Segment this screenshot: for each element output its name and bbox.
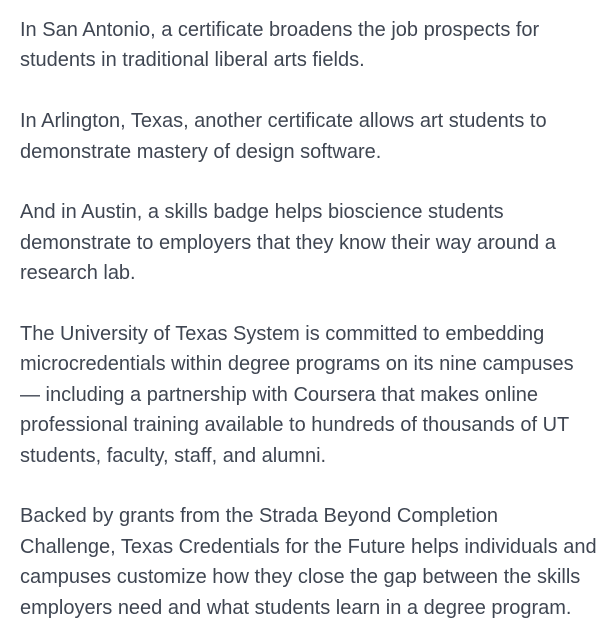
text-line: In Arlington, Texas, another certificate allows art students to [20,110,547,133]
text-line: In San Antonio, a certificate broadens the job prospects for [20,19,540,41]
paragraph-strada [20,501,607,623]
text-line: professional training available to hundreds of thousands of UT [20,414,570,437]
text-line: demonstrate to employers that they know their way around a [20,231,556,254]
text-line: employers need and what students learn in a degree program. [20,596,572,619]
text-line: campuses customize how they close the gap between the skills [20,566,581,589]
text-line: — including a partnership with Coursera that makes online [20,383,539,406]
text-line: Backed by grants from the Strada Beyond Completion [20,505,499,528]
text-line: students in traditional liberal arts fields. [20,49,365,72]
paragraph-ut-system [20,319,607,471]
paragraph-san-antonio [20,15,607,76]
paragraph-austin [20,197,607,288]
text-line: And in Austin, a skills badge helps bioscience students [20,201,504,224]
text-line: research lab. [20,262,136,285]
paragraph-arlington [20,106,607,167]
text-line: microcredentials within degree programs on its nine campuses [20,353,574,376]
text-line: The University of Texas System is committed to embedding [20,323,545,346]
text-line: demonstrate mastery of design software. [20,140,382,163]
text-line: Challenge, Texas Credentials for the Future helps individuals and [20,535,597,558]
text-line: students, faculty, staff, and alumni. [20,444,327,467]
